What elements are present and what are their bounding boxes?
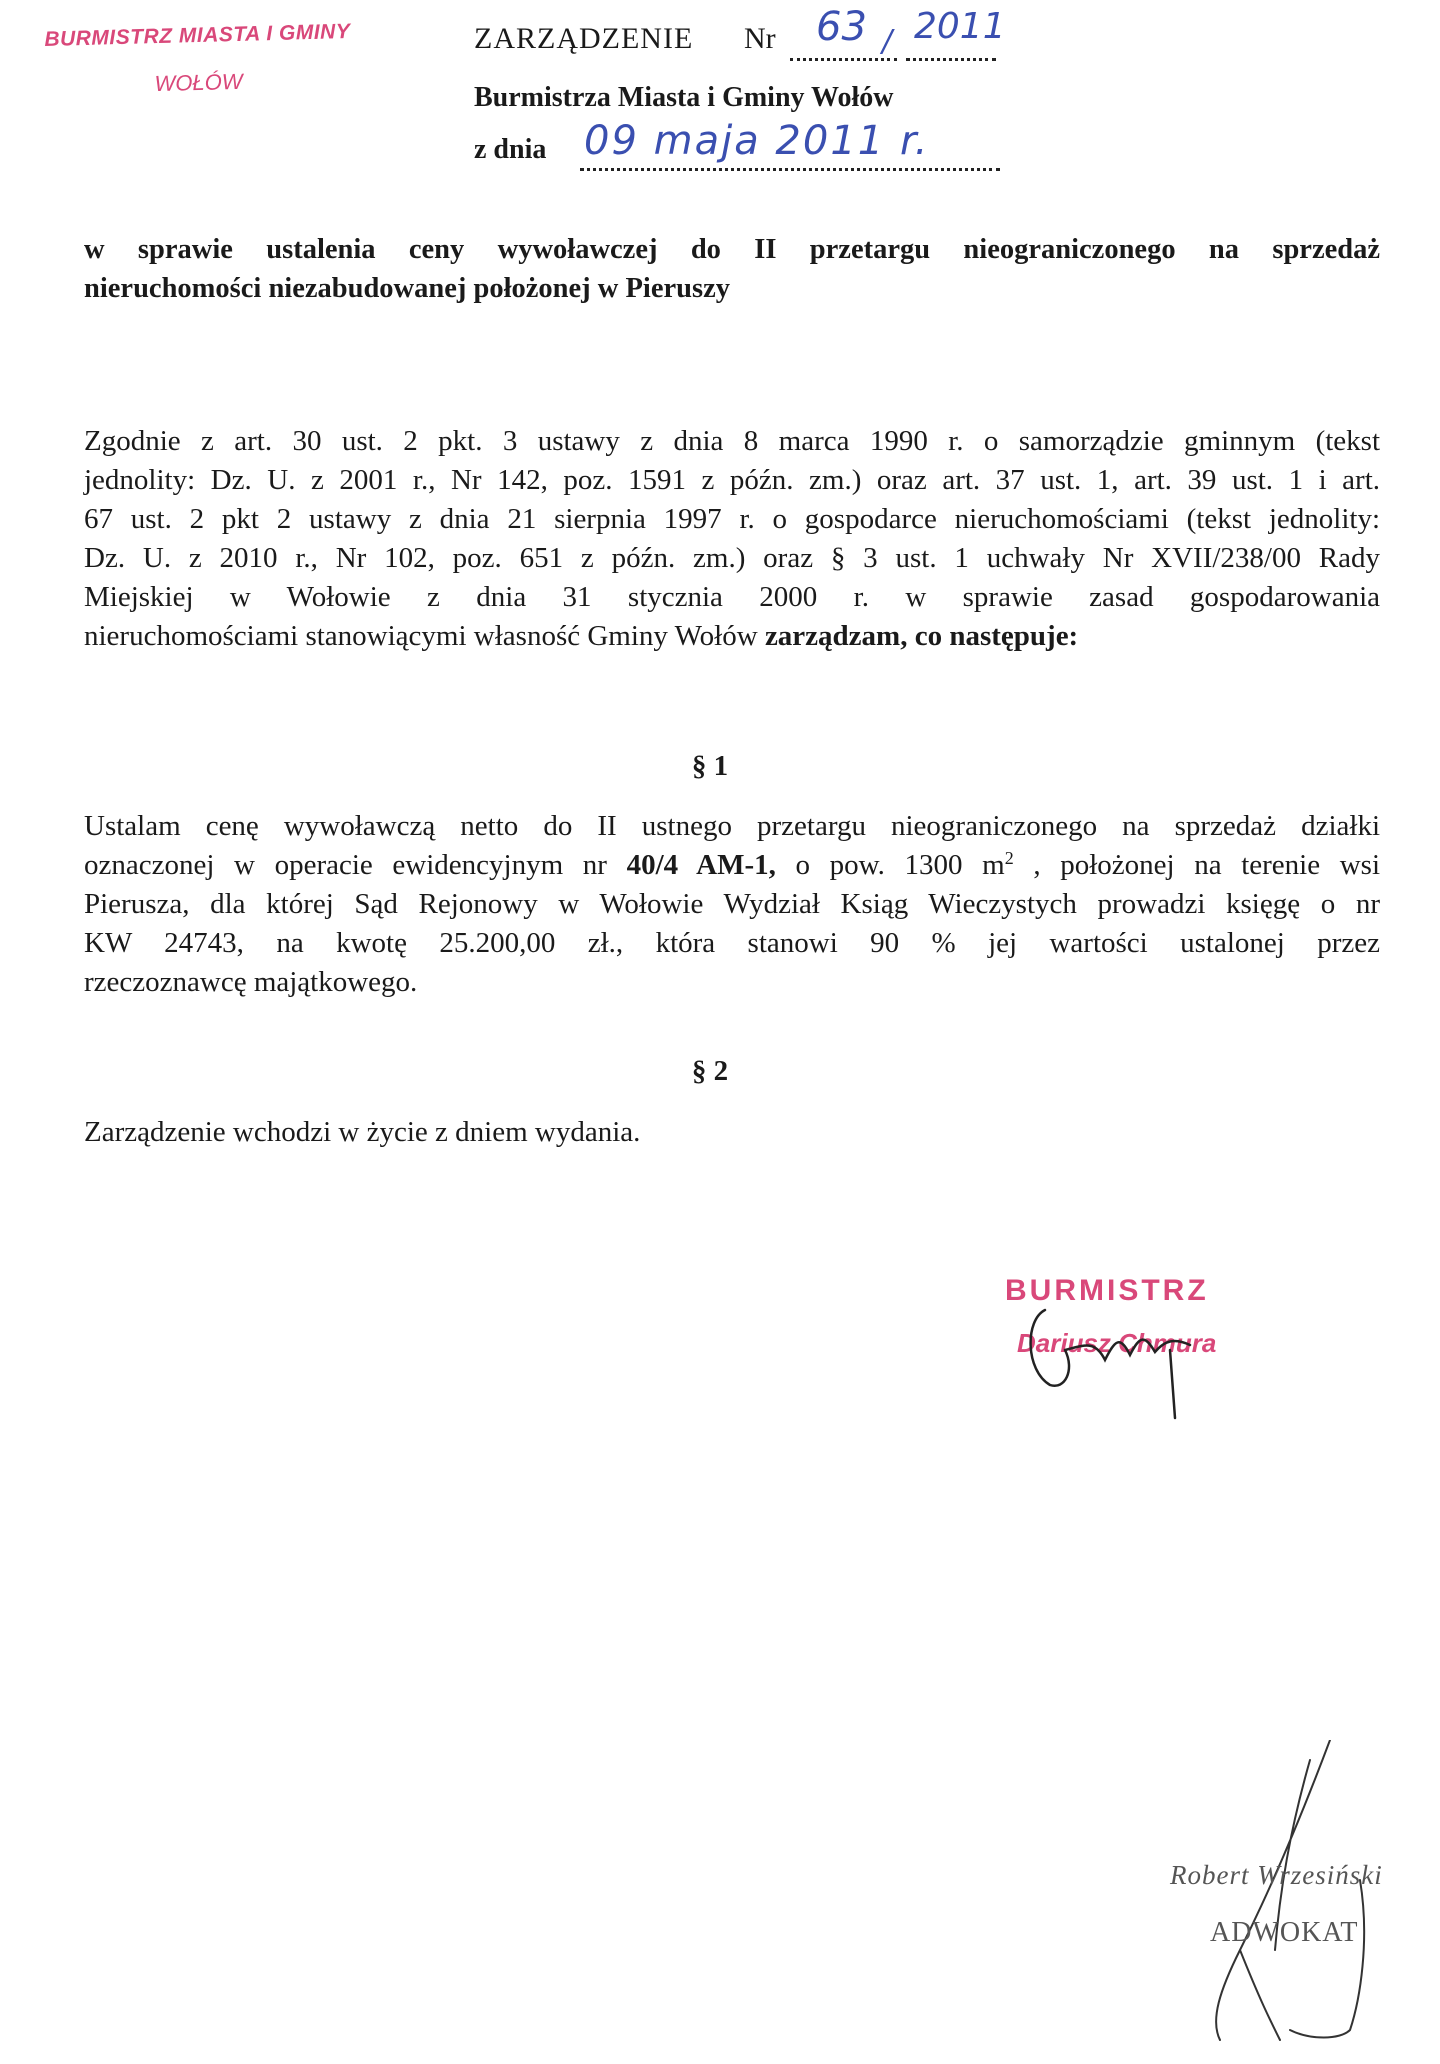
area-unit-superscript: 2 (1004, 848, 1014, 868)
office-stamp (7, 19, 389, 101)
section1-line2-a: oznaczonej w operacie ewidencyjnym nr (84, 849, 607, 881)
date-label: z dnia (474, 134, 547, 165)
preamble-line: Zgodnie z art. 30 ust. 2 pkt. 3 ustawy z dnia 8 marca 1990 r. o samorządzie gminnym (tekst (84, 425, 1380, 457)
section1-line: KW 24743, na kwotę 25.200,00 zł., która stanowi 90 % jej wartości ustalonej przez (84, 927, 1380, 959)
office-stamp-line1: BURMISTRZ MIASTA I GMINY (44, 20, 351, 52)
preamble-line: Dz. U. z 2010 r., Nr 102, poz. 651 z późn. zm.) oraz § 3 ust. 1 uchwały Nr XVII/238/00 Rady (84, 542, 1380, 574)
advocate-title: ADWOKAT (1210, 1917, 1359, 1948)
handwritten-date: 09 maja 2011 r. (584, 118, 930, 164)
section2-heading: § 2 (691, 1055, 729, 1087)
section1-line: rzeczoznawcę majątkowego. (84, 966, 418, 998)
preamble-decision: zarządzam, co następuje: (764, 620, 1079, 652)
parcel-number: 40/4 AM-1, (626, 849, 776, 881)
document-title: ZARZĄDZENIE (474, 22, 694, 55)
advocate-name: Robert Wrzesiński (1170, 1860, 1383, 1890)
date-dotted-line (580, 168, 1000, 171)
subject-line1: w sprawie ustalenia ceny wywoławczej do II przetargu nieograniczonego na sprzedaż (84, 234, 1380, 265)
section1-heading: § 1 (691, 750, 729, 782)
handwritten-number: 63 (816, 4, 867, 50)
document-date-line (474, 134, 546, 166)
header-title-line (474, 4, 1074, 76)
preamble-line: 67 ust. 2 pkt 2 ustawy z dnia 21 sierpnia 1997 r. o gospodarce nieruchomościami (tekst jednolity: (84, 503, 1380, 535)
section1-line: Ustalam cenę wywoławczą netto do II ustnego przetargu nieograniczonego na sprzedaż działki (84, 810, 1380, 842)
preamble-paragraph (84, 422, 1380, 656)
number-dotted-line (790, 58, 897, 61)
year-dotted-line (906, 58, 996, 61)
handwritten-year: 2011 (914, 6, 1006, 47)
mayor-handwritten-signature (1005, 1290, 1265, 1420)
office-stamp-line2: WOŁÓW (154, 68, 243, 97)
section1-line (84, 846, 1380, 885)
document-header (474, 4, 1074, 165)
mayor-stamp-name: Dariusz Chmura (1017, 1328, 1217, 1358)
subject-line2: nieruchomości niezabudowanej położonej w Pieruszy (84, 273, 730, 304)
preamble-last-line (84, 617, 1380, 656)
number-label: Nr (744, 22, 776, 55)
number-slash: / (882, 24, 893, 59)
document-subject (84, 230, 1380, 308)
document-issuer: Burmistrza Miasta i Gminy Wołów (474, 82, 894, 113)
preamble-line: jednolity: Dz. U. z 2001 r., Nr 142, poz. 1591 z późn. zm.) oraz art. 37 ust. 1, art. 39 ust. 1 i art. (84, 464, 1380, 496)
preamble-last-text: nieruchomościami stanowiącymi własność Gminy Wołów (84, 620, 758, 652)
section1-paragraph (84, 807, 1380, 1002)
advocate-stamp (1170, 1860, 1440, 1949)
section1-line2-c: , położonej na terenie wsi (1033, 849, 1380, 881)
section1-line: Pierusza, dla której Sąd Rejonowy w Wołowie Wydział Ksiąg Wieczystych prowadzi księgę o nr (84, 888, 1380, 920)
preamble-line: Miejskiej w Wołowie z dnia 31 stycznia 2000 r. w sprawie zasad gospodarowania (84, 581, 1380, 613)
section1-line2-b: o pow. 1300 m (795, 849, 1005, 881)
mayor-stamp-title: BURMISTRZ (1005, 1274, 1209, 1307)
section2-paragraph: Zarządzenie wchodzi w życie z dniem wydania. (84, 1116, 641, 1148)
